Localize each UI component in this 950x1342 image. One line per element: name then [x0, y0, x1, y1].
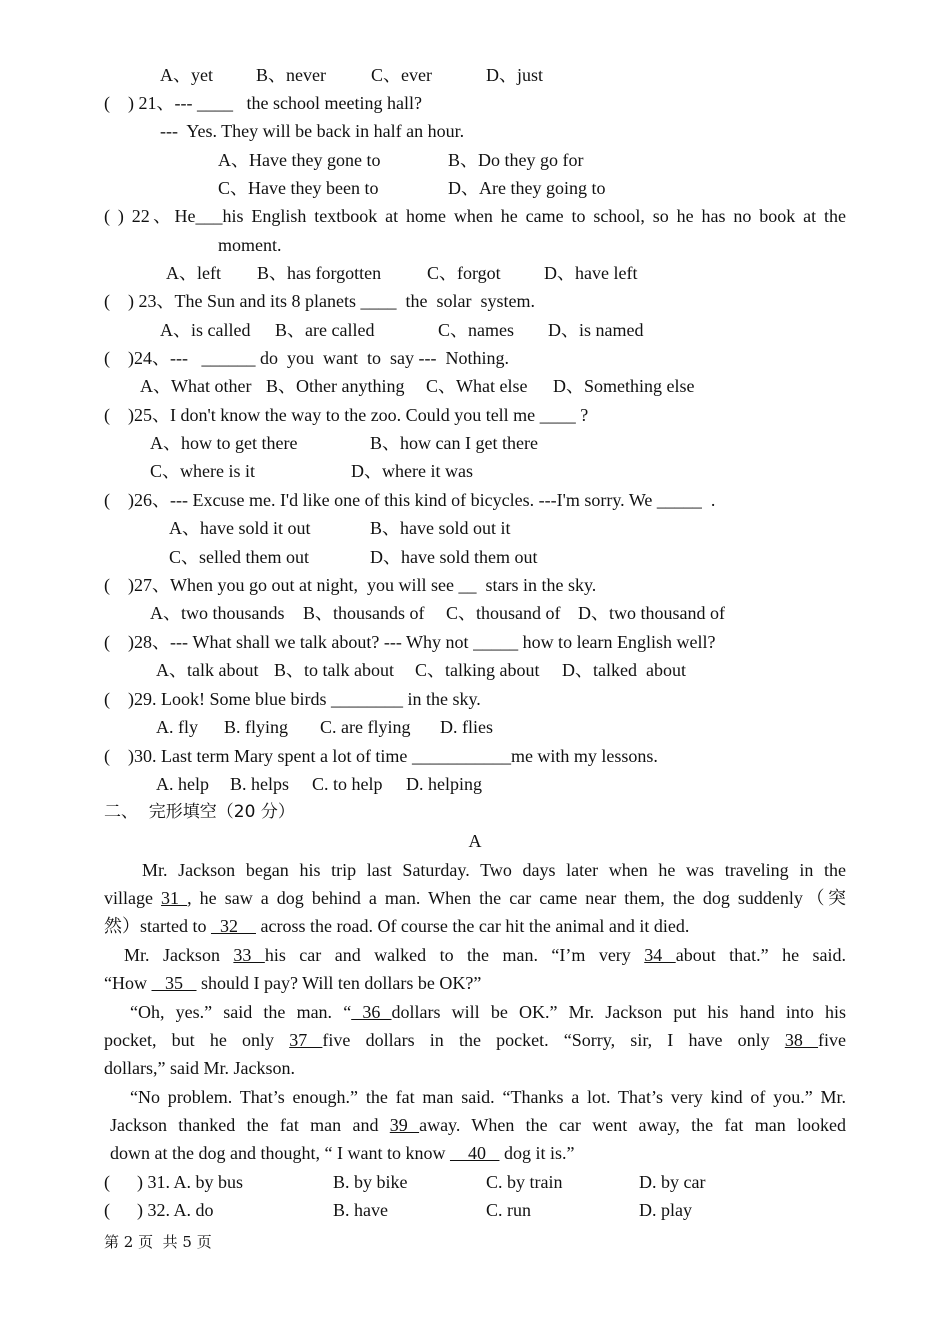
- q32-option-c: C. run: [486, 1200, 531, 1220]
- q30-option-d: D. helping: [406, 774, 482, 794]
- q23-blank[interactable]: ____: [360, 291, 397, 311]
- q23-stem: ( ) 23、The Sun and its 8 planets ____ the solar system.: [104, 291, 535, 311]
- q22-stem: ( ) 22、He___his English textbook at home when he came to school, so he has no book at the: [104, 206, 847, 226]
- q29-blank[interactable]: ________: [330, 689, 403, 709]
- q22-option-b: B、has forgotten: [257, 263, 382, 283]
- passage-line: “No problem. That’s enough.” the fat man said. “Thanks a lot. That’s very kind of you.” Mr.: [130, 1087, 846, 1107]
- q20-option-d: D、just: [486, 65, 544, 85]
- q26-option-b: B、have sold out it: [370, 518, 511, 538]
- q28-option-d: D、talked about: [562, 660, 686, 680]
- passage-line: 然）started to 32 across the road. Of course the car hit the animal and it died.: [104, 916, 690, 936]
- q23-option-b: B、are called: [275, 320, 375, 340]
- passage-line: pocket, but he only 37 five dollars in the pocket. “Sorry, sir, I have only 38 five: [104, 1030, 846, 1050]
- passage-line: “Oh, yes.” said the man. “ 36 dollars will be OK.” Mr. Jackson put his hand into his: [130, 1002, 847, 1022]
- passage-line: Jackson thanked the fat man and 39 away. When the car went away, the fat man looked: [110, 1115, 847, 1135]
- q30-blank[interactable]: ___________: [411, 746, 511, 766]
- q23-option-a: A、is called: [160, 320, 251, 340]
- blank-35[interactable]: 35: [151, 973, 197, 993]
- q32-option-a: ( ) 32. A. do: [104, 1200, 214, 1220]
- q26-option-c: C、selled them out: [169, 547, 309, 567]
- blank-36[interactable]: 36: [351, 1002, 392, 1022]
- q29-stem: ( )29. Look! Some blue birds ________ in the sky.: [104, 689, 481, 709]
- q25-option-b: B、how can I get there: [370, 433, 538, 453]
- q28-stem: ( )28、--- What shall we talk about? --- Why not _____ how to learn English well?: [104, 632, 716, 652]
- q28-option-c: C、talking about: [415, 660, 540, 680]
- q25-blank[interactable]: ____: [539, 405, 576, 425]
- q23-option-d: D、is named: [548, 320, 644, 340]
- q21-option-d: D、Are they going to: [448, 178, 606, 198]
- q22-option-c: C、forgot: [427, 263, 501, 283]
- q20-option-a: A、yet: [160, 65, 213, 85]
- passage-line: down at the dog and thought, “ I want to know 40 dog it is.”: [110, 1143, 575, 1163]
- q24-option-c: C、What else: [426, 376, 528, 396]
- q31-option-d: D. by car: [639, 1172, 706, 1192]
- q28-option-b: B、to talk about: [274, 660, 394, 680]
- q29-option-b: B. flying: [224, 717, 289, 737]
- blank-34[interactable]: 34: [644, 945, 676, 965]
- q24-blank[interactable]: ______: [201, 348, 256, 368]
- q21-option-c: C、Have they been to: [218, 178, 379, 198]
- q22-option-d: D、have left: [544, 263, 638, 283]
- q21-option-b: B、Do they go for: [448, 150, 584, 170]
- q31-option-a: ( ) 31. A. by bus: [104, 1172, 243, 1192]
- q24-option-a: A、What other: [140, 376, 252, 396]
- q31-option-b: B. by bike: [333, 1172, 408, 1192]
- q32-option-b: B. have: [333, 1200, 388, 1220]
- q26-option-d: D、have sold them out: [370, 547, 538, 567]
- q31-option-c: C. by train: [486, 1172, 563, 1192]
- q25-option-a: A、how to get there: [150, 433, 298, 453]
- q30-stem: ( )30. Last term Mary spent a lot of time ___________me with my lessons.: [104, 746, 658, 766]
- q26-option-a: A、have sold it out: [169, 518, 311, 538]
- passage-line: dollars,” said Mr. Jackson.: [104, 1058, 295, 1078]
- q28-blank[interactable]: _____: [473, 632, 519, 652]
- q21-reply: --- Yes. They will be back in half an hour.: [160, 121, 465, 141]
- q26-blank[interactable]: _____: [656, 490, 702, 510]
- passage-label: A: [468, 831, 482, 851]
- passage-line: “How 35 should I pay? Will ten dollars be OK?”: [104, 973, 482, 993]
- q30-option-a: A. help: [156, 774, 209, 794]
- q29-option-d: D. flies: [440, 717, 493, 737]
- blank-39[interactable]: 39: [389, 1115, 420, 1135]
- q32-option-d: D. play: [639, 1200, 692, 1220]
- blank-37[interactable]: 37: [289, 1030, 323, 1050]
- q27-option-a: A、two thousands: [150, 603, 285, 623]
- q24-option-d: D、Something else: [553, 376, 695, 396]
- q25-option-d: D、where it was: [351, 461, 473, 481]
- q23-option-c: C、names: [438, 320, 514, 340]
- q20-option-c: C、ever: [371, 65, 432, 85]
- q22-stem-cont: moment.: [218, 235, 282, 255]
- q22-option-a: A、left: [166, 263, 221, 283]
- passage-line: Mr. Jackson 33 his car and walked to the man. “I’m very 34 about that.” he said.: [124, 945, 846, 965]
- q29-option-a: A. fly: [156, 717, 198, 737]
- q20-option-b: B、never: [256, 65, 326, 85]
- q27-blank[interactable]: __: [458, 575, 477, 595]
- passage-line: village 31 , he saw a dog behind a man. When the car came near them, the dog suddenly（突: [104, 888, 847, 908]
- q30-option-c: C. to help: [312, 774, 383, 794]
- q24-option-b: B、Other anything: [266, 376, 405, 396]
- q22-blank[interactable]: ___: [195, 206, 223, 226]
- q21-option-a: A、Have they gone to: [218, 150, 381, 170]
- q27-option-d: D、two thousand of: [578, 603, 725, 623]
- blank-40[interactable]: 40: [449, 1143, 500, 1163]
- q27-option-b: B、thousands of: [303, 603, 425, 623]
- q25-stem: ( )25、I don't know the way to the zoo. Could you tell me ____ ?: [104, 405, 589, 425]
- q26-stem: ( )26、--- Excuse me. I'd like one of this kind of bicycles. ---I'm sorry. We _____ .: [104, 490, 716, 510]
- q27-stem: ( )27、When you go out at night, you will see __ stars in the sky.: [104, 575, 597, 595]
- blank-38[interactable]: 38: [784, 1030, 819, 1050]
- blank-31[interactable]: 31: [161, 888, 188, 908]
- blank-32[interactable]: 32: [210, 916, 256, 936]
- page-number: 第 2 页 共 5 页: [104, 1233, 212, 1251]
- q30-option-b: B. helps: [230, 774, 290, 794]
- q29-option-c: C. are flying: [320, 717, 411, 737]
- q27-option-c: C、thousand of: [446, 603, 561, 623]
- q24-stem: ( )24、--- ______ do you want to say --- Nothing.: [104, 348, 509, 368]
- section-heading: 二、 完形填空（20 分）: [104, 802, 295, 822]
- q21-blank[interactable]: ____: [196, 93, 233, 113]
- q25-option-c: C、where is it: [150, 461, 255, 481]
- q28-option-a: A、talk about: [156, 660, 259, 680]
- blank-33[interactable]: 33: [233, 945, 265, 965]
- passage-line: Mr. Jackson began his trip last Saturday. Two days later when he was traveling in the: [142, 860, 846, 880]
- q21-stem: ( ) 21、--- ____ the school meeting hall?: [104, 93, 422, 113]
